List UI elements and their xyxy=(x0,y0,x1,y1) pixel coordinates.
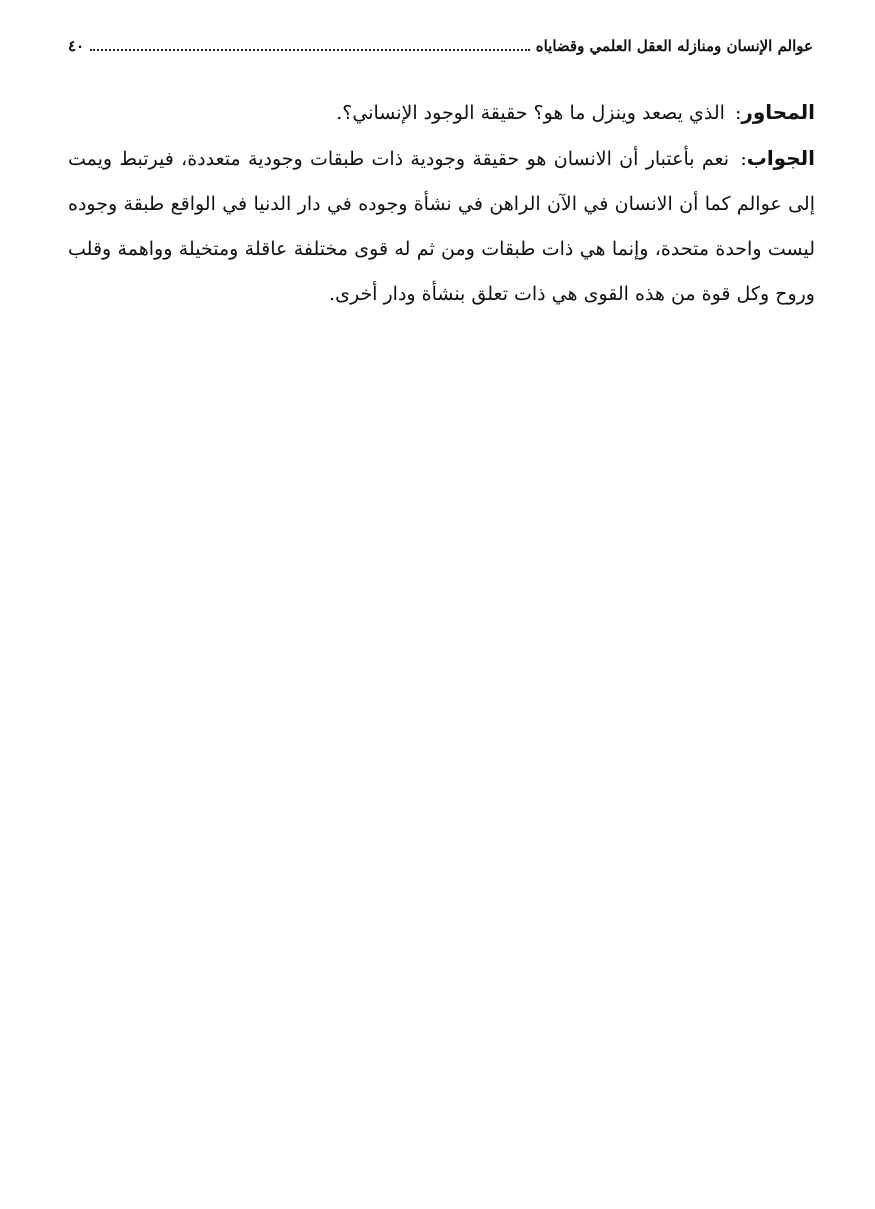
paragraph-text: نعم بأعتبار أن الانسان هو حقيقة وجودية ذات طبقات وجودية متعددة، فيرتبط ويمت إلى عوالم كما أن الانسان في الآن الراهن في نشأة وجوده في دار الدنيا في الواقع طبقة وجوده ليست واحدة متحدة، وإنما هي ذات طبقات ومن ثم له قوى مختلفة عاقلة ومتخيلة وواهمة وقلب وروح وكل قوة من هذه القوى هي ذات تعلق بنشأة ودار أخرى. xyxy=(68,148,815,305)
paragraph-text: الذي يصعد وينزل ما هو؟ حقيقة الوجود الإنساني؟. xyxy=(336,102,725,124)
speaker-label-interviewer: المحاور xyxy=(741,100,815,124)
page-number: ٤٠ xyxy=(68,37,85,55)
leader-dots xyxy=(90,49,530,51)
book-title: عوالم الإنسان ومنازله العقل العلمي وقضاياه xyxy=(535,37,813,55)
body-text xyxy=(68,90,815,317)
speaker-separator: : xyxy=(740,148,747,170)
paragraph-interviewer xyxy=(68,90,815,136)
running-header xyxy=(68,26,813,66)
speaker-separator: : xyxy=(734,102,742,124)
paragraph-answer xyxy=(68,136,815,317)
speaker-label-answer: الجواب xyxy=(746,146,815,170)
